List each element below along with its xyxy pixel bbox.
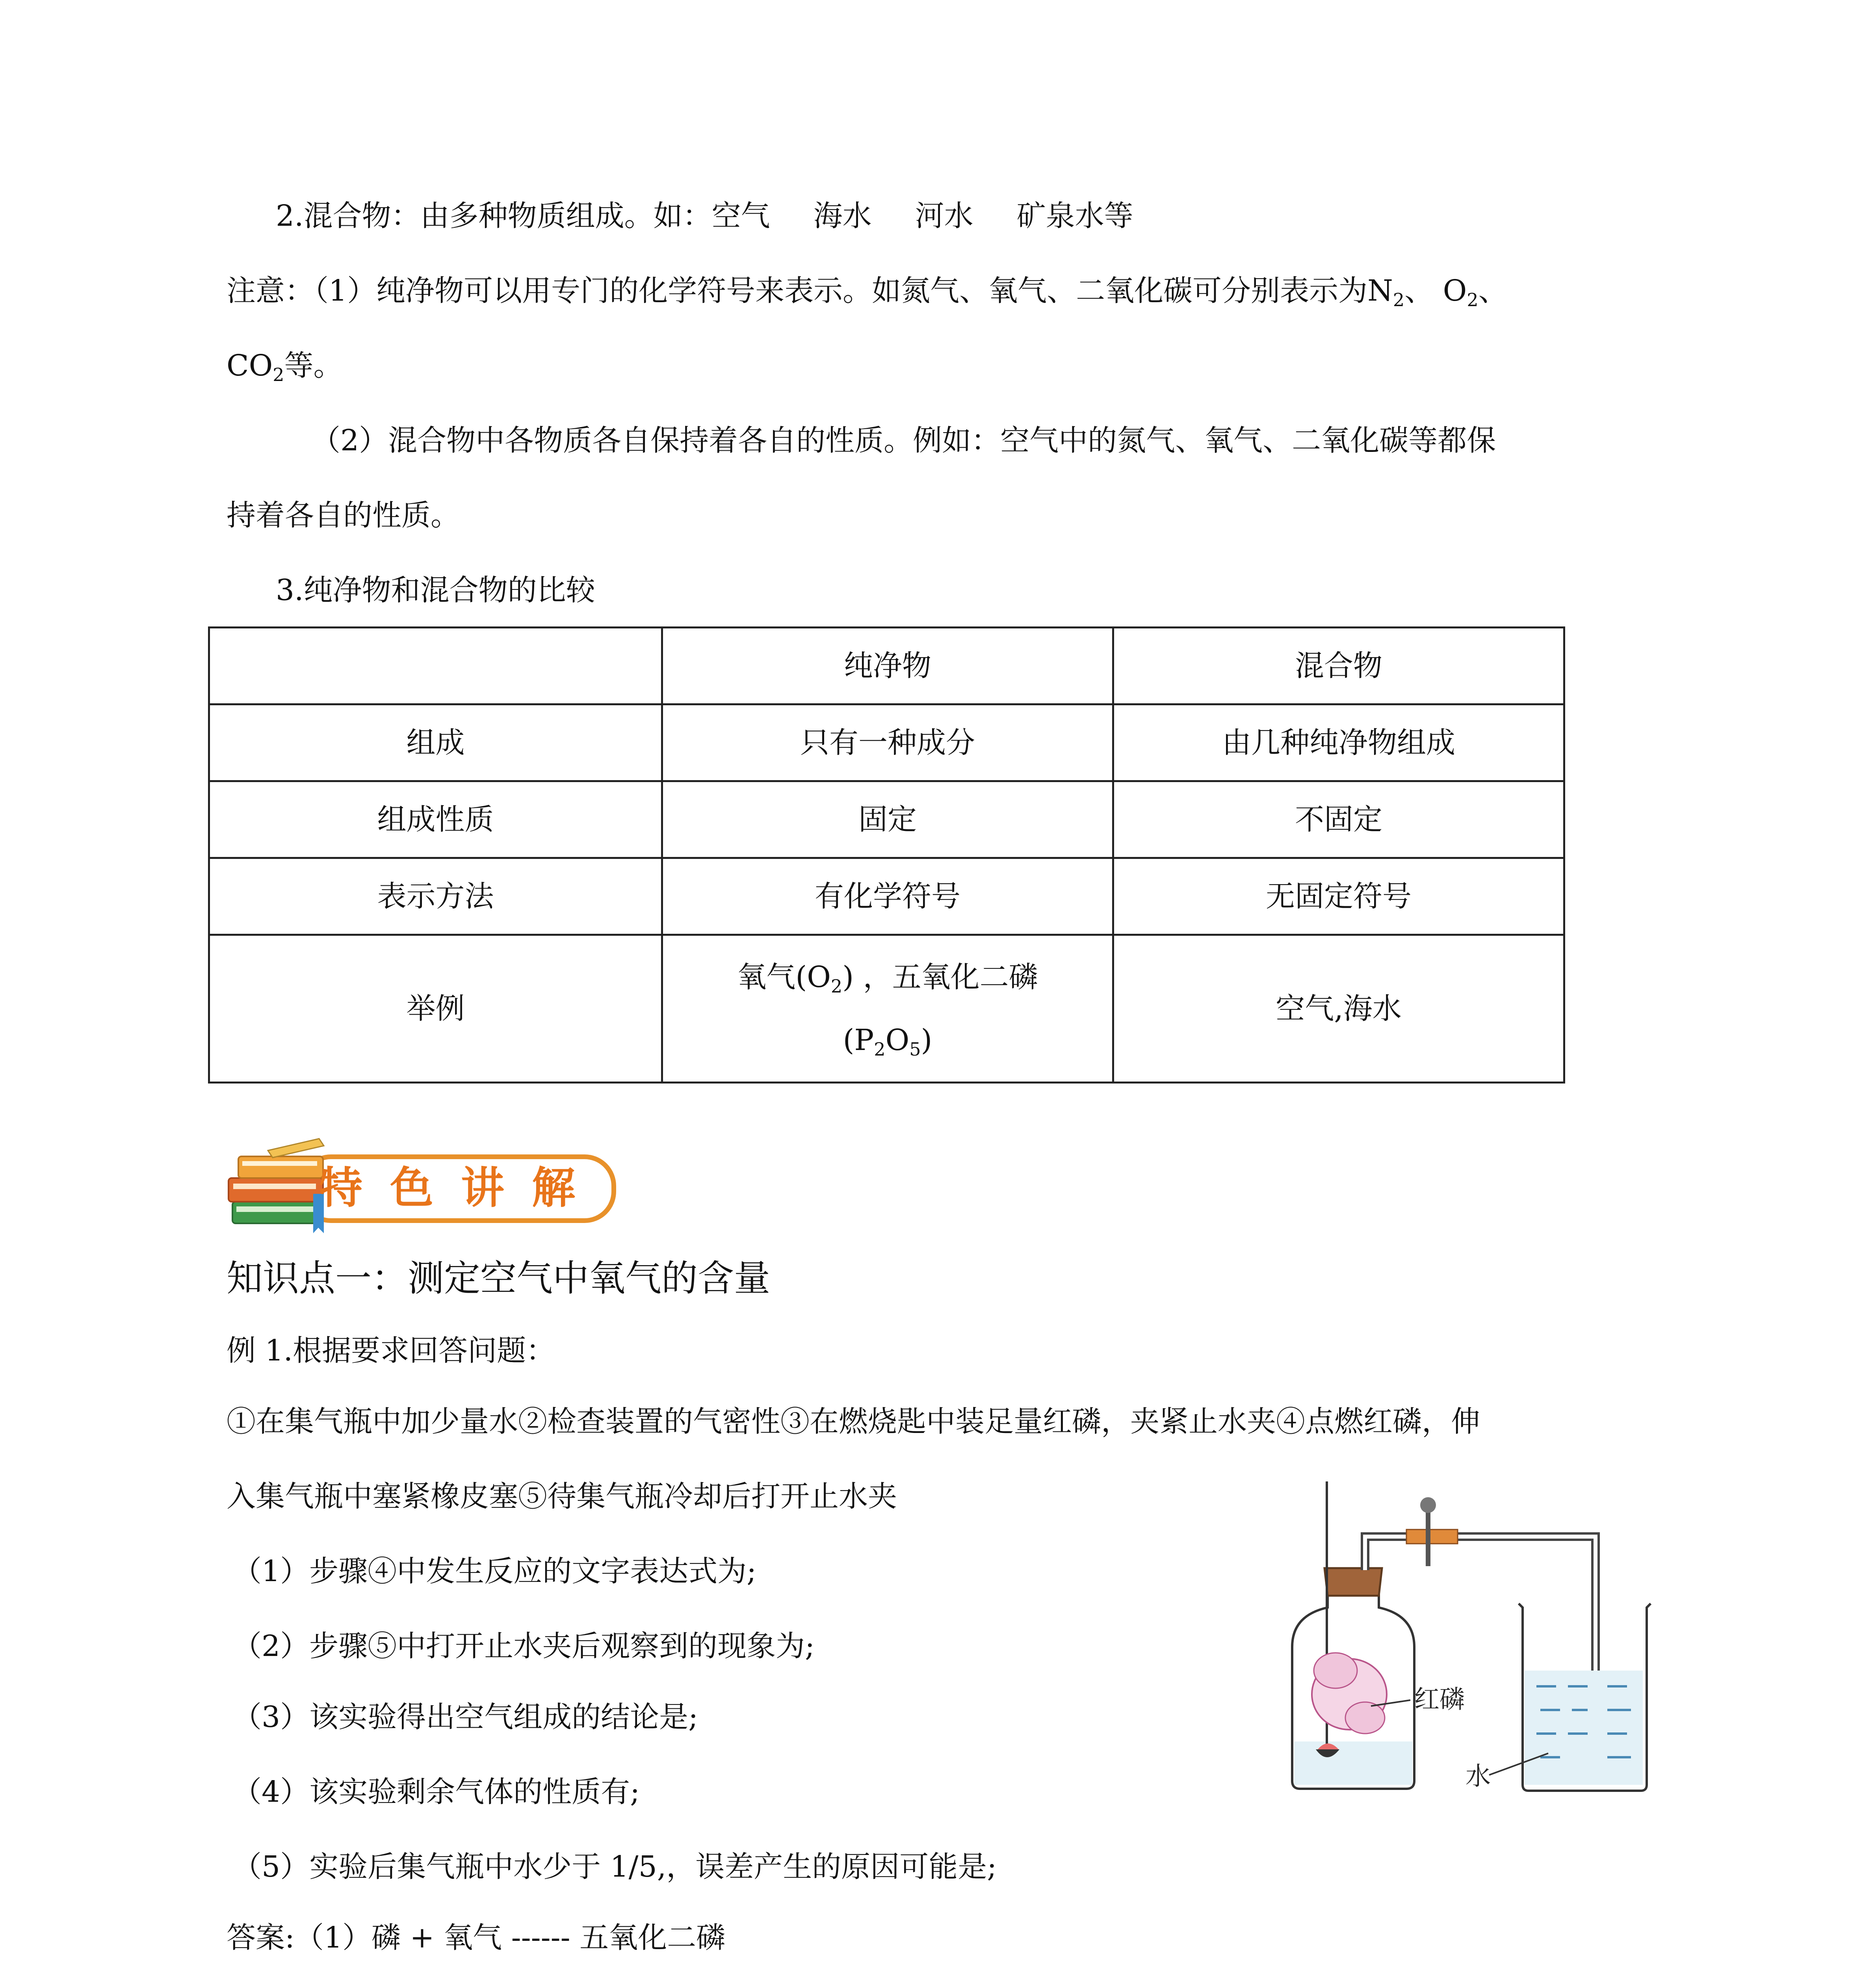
note-2-line-1: （2）混合物中各物质各自保持着各自的性质。例如：空气中的氮气、氧气、二氧化碳等都保 xyxy=(311,424,1496,457)
table-cell: 组成 xyxy=(209,704,662,781)
note-1-line-2: $CO_2$等。 xyxy=(227,349,343,385)
label-water: 水 xyxy=(1466,1762,1491,1791)
example-title: 例 1.根据要求回答问题： xyxy=(227,1334,555,1368)
table-header-row xyxy=(209,628,1564,704)
experiment-apparatus-illustration xyxy=(1280,1481,1674,1805)
question-1: （1）步骤④中发生反应的文字表达式为; xyxy=(232,1554,757,1588)
question-3: （3）该实验得出空气组成的结论是; xyxy=(232,1700,698,1734)
mixture-definition: 2.混合物：由多种物质组成。如：空气 海水 河水 矿泉水等 xyxy=(276,199,1133,233)
compare-title: 3.纯净物和混合物的比较 xyxy=(276,573,595,607)
table-cell: 不固定 xyxy=(1113,781,1564,858)
table-cell-example-pure: 氧气$(O_2)$ ，五氧化二磷 $(P_2O_5)$ xyxy=(662,935,1113,1083)
section-1-title: 知识点一：测定空气中氧气的含量 xyxy=(227,1257,771,1299)
table-header-cell: 纯净物 xyxy=(662,628,1113,704)
table-row xyxy=(209,935,1564,1083)
question-4: （4）该实验剩余气体的性质有; xyxy=(232,1775,640,1809)
question-2: （2）步骤⑤中打开止水夹后观察到的现象为; xyxy=(232,1629,815,1663)
banner-text: 特色讲解 xyxy=(319,1163,603,1213)
note-2-line-2: 持着各自的性质。 xyxy=(227,498,460,532)
table-cell: 有化学符号 xyxy=(662,858,1113,935)
table-cell: 无固定符号 xyxy=(1113,858,1564,935)
table-header-cell xyxy=(209,628,662,704)
table-row xyxy=(209,858,1564,935)
answer-1: 答案:（1）磷 + 氧气 ------ 五氧化二磷 xyxy=(227,1921,726,1955)
table-cell: 固定 xyxy=(662,781,1113,858)
feature-banner xyxy=(221,1135,615,1237)
steps-line-1: ①在集气瓶中加少量水②检查装置的气密性③在燃烧匙中装足量红磷，夹紧止水夹④点燃红磷，伸 xyxy=(227,1405,1480,1438)
steps-line-2: 入集气瓶中塞紧橡皮塞⑤待集气瓶冷却后打开止水夹 xyxy=(227,1479,897,1513)
table-cell: 由几种纯净物组成 xyxy=(1113,704,1564,781)
answer-label: 答案: xyxy=(227,1921,295,1955)
table-cell: 举例 xyxy=(209,935,662,1083)
table-cell: 组成性质 xyxy=(209,781,662,858)
comparison-table xyxy=(208,626,1565,1084)
table-cell: 只有一种成分 xyxy=(662,704,1113,781)
table-header-cell: 混合物 xyxy=(1113,628,1564,704)
label-red-phosphorus: 红磷 xyxy=(1414,1685,1465,1714)
table-row xyxy=(209,704,1564,781)
table-cell: 空气,海水 xyxy=(1113,935,1564,1083)
question-5: （5）实验后集气瓶中水少于 1/5,，误差产生的原因可能是; xyxy=(232,1850,997,1884)
table-cell: 表示方法 xyxy=(209,858,662,935)
table-row xyxy=(209,781,1564,858)
apparatus-figure xyxy=(1280,1481,1674,1805)
note-1-line-1: 注意：（1）纯净物可以用专门的化学符号来表示。如氮气、氧气、二氧化碳可分别表示为$N_2$、 $O_2$、 xyxy=(227,274,1508,310)
